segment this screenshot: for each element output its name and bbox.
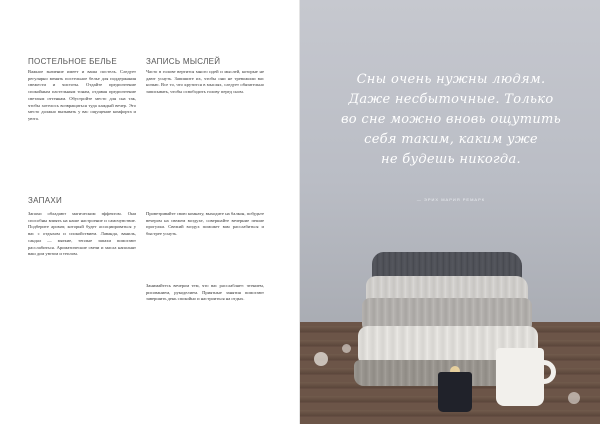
quote-author: — ЭРИХ МАРИЯ РЕМАРК (416, 197, 486, 202)
text-bedding: Важное значение имеет и ваша постель. Следует регулярно менять постельное белье для поддержания свежести и чистоты. Отдайте предпочтение спокойным пастельным тонам, отдавая предпочтение светлым оттенкам. Обустройте место для сна так, чтобы хотелось возвращаться туда каждый вечер. Это место должно вызывать у вас ощущение комфорта и уюта. (28, 69, 136, 121)
photo-bokeh-light (314, 352, 328, 366)
heading-scents: ЗАПАХИ (28, 196, 63, 205)
text-scents: Запахи обладают магическим эффектом. Они способны влиять на наше настроение и самочувствие. Подберите аромат, который будет ассоциироваться у вас с отдыхом и спокойствием. Лаванда, ваниль, сандал — мягкие, теплые запахи помогают расслабиться. Ароматические свечи и масла наполнят ваш дом уютом и теплом. (28, 211, 136, 257)
photo-mug (496, 348, 544, 406)
text-evening-activities: Занимайтесь вечером тем, что вас расслабляет: чтением, рисованием, рукоделием. Приятные занятия помогают завершить день спокойно и настроиться на отдых. (146, 283, 264, 302)
heading-thoughts: ЗАПИСЬ МЫСЛЕЙ (146, 57, 221, 66)
photo-candle (438, 372, 472, 412)
heading-bedding: ПОСТЕЛЬНОЕ БЕЛЬЕ (28, 57, 117, 66)
quote-text: Сны очень нужны людям. Даже несбыточные. Только во сне можно вновь ощутить себя таким, каким уже не будешь никогда. (340, 72, 562, 167)
text-thoughts: Часто в голове вертится много идей и мыслей, которые не дают уснуть. Запишите их, чтобы они не тревожили вас ночью. Все то, что крутится в мыслях, следует обязательно записывать, чтобы освободить голову перед сном. (146, 69, 264, 95)
photo-bokeh-light (568, 392, 580, 404)
text-fresh-air: Проветривайте свою комнату, выходите на балкон, побудьте вечером на свежем воздухе, совершайте вечерние пешие прогулки. Свежий воздух поможет вам расслабиться и быстрее уснуть. (146, 211, 264, 237)
photo-bokeh-light (342, 344, 351, 353)
right-page (300, 0, 600, 424)
